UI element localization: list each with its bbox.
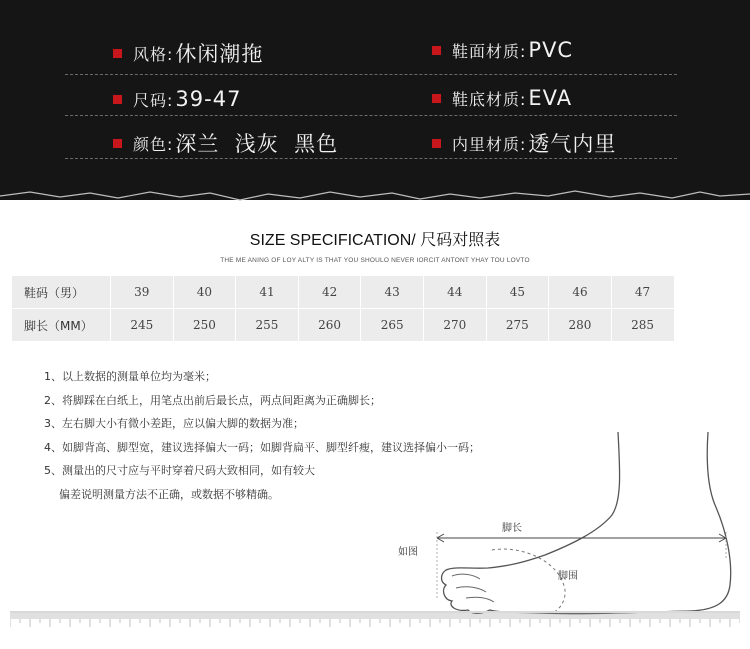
table-cell: 285 <box>611 309 674 341</box>
note-item: 1、以上数据的测量单位均为毫米； <box>44 370 216 383</box>
attr-style: 风格: 休闲潮拖 <box>113 38 263 68</box>
attr-upper-material: 鞋面材质: PVC <box>432 38 573 62</box>
girth-dashed-arc <box>492 549 565 613</box>
table-cell: 270 <box>423 309 486 341</box>
table-cell: 265 <box>360 309 423 341</box>
table-cell: 42 <box>298 276 361 308</box>
attr-size: 尺码: 39-47 <box>113 87 241 111</box>
foot-girth-label: 脚围 <box>558 571 578 582</box>
note-item: 偏差说明测量方法不正确，或数据不够精确。 <box>59 487 279 501</box>
table-cell: 40 <box>173 276 236 308</box>
row-header-foot-length: 脚长（MM） <box>24 318 93 333</box>
note-item: 3、左右脚大小有微小差距，应以偏大脚的数据为准； <box>44 417 304 430</box>
table-cell: 260 <box>298 309 361 341</box>
table-cell: 43 <box>360 276 423 308</box>
toe-lines <box>452 574 494 602</box>
table-cell: 45 <box>486 276 549 308</box>
table-cell: 255 <box>235 309 298 341</box>
table-cell: 245 <box>110 309 173 341</box>
table-cell: 39 <box>110 276 173 308</box>
table-cell: 250 <box>173 309 236 341</box>
row-header-shoe-size: 鞋码（男） <box>24 285 85 300</box>
attr-colors: 颜色: 深兰 浅灰 黑色 <box>113 128 338 158</box>
table-cell: 275 <box>486 309 549 341</box>
note-item: 4、如脚背高、脚型宽，建议选择偏大一码；如脚背扁平、脚型纤瘦，建议选择偏小一码； <box>44 440 480 454</box>
table-cell: 47 <box>611 276 674 308</box>
note-item: 2、将脚踩在白纸上，用笔点出前后最长点，两点间距离为正确脚长； <box>44 393 381 407</box>
table-cell: 41 <box>235 276 298 308</box>
figure-label: 如图 <box>398 547 418 558</box>
foot-outline-icon <box>442 432 731 614</box>
table-cell: 46 <box>548 276 611 308</box>
table-cell: 44 <box>423 276 486 308</box>
ruler <box>10 607 740 627</box>
attr-sole-material: 鞋底材质: EVA <box>432 86 572 110</box>
note-item: 5、测量出的尺寸应与平时穿着尺码大致相同，如有较大 <box>44 464 315 477</box>
foot-length-label: 脚长 <box>502 523 522 534</box>
spec-title: SIZE SPECIFICATION/ 尺码对照表 <box>249 232 501 249</box>
table-cell: 280 <box>548 309 611 341</box>
spec-subtitle: THE ME ANING OF LOY ALTY IS THAT YOU SHOULO NEVER IORCIT ANTONT YHAY TOU LOVTO <box>220 257 530 264</box>
attr-lining-material: 内里材质: 透气内里 <box>432 128 616 158</box>
